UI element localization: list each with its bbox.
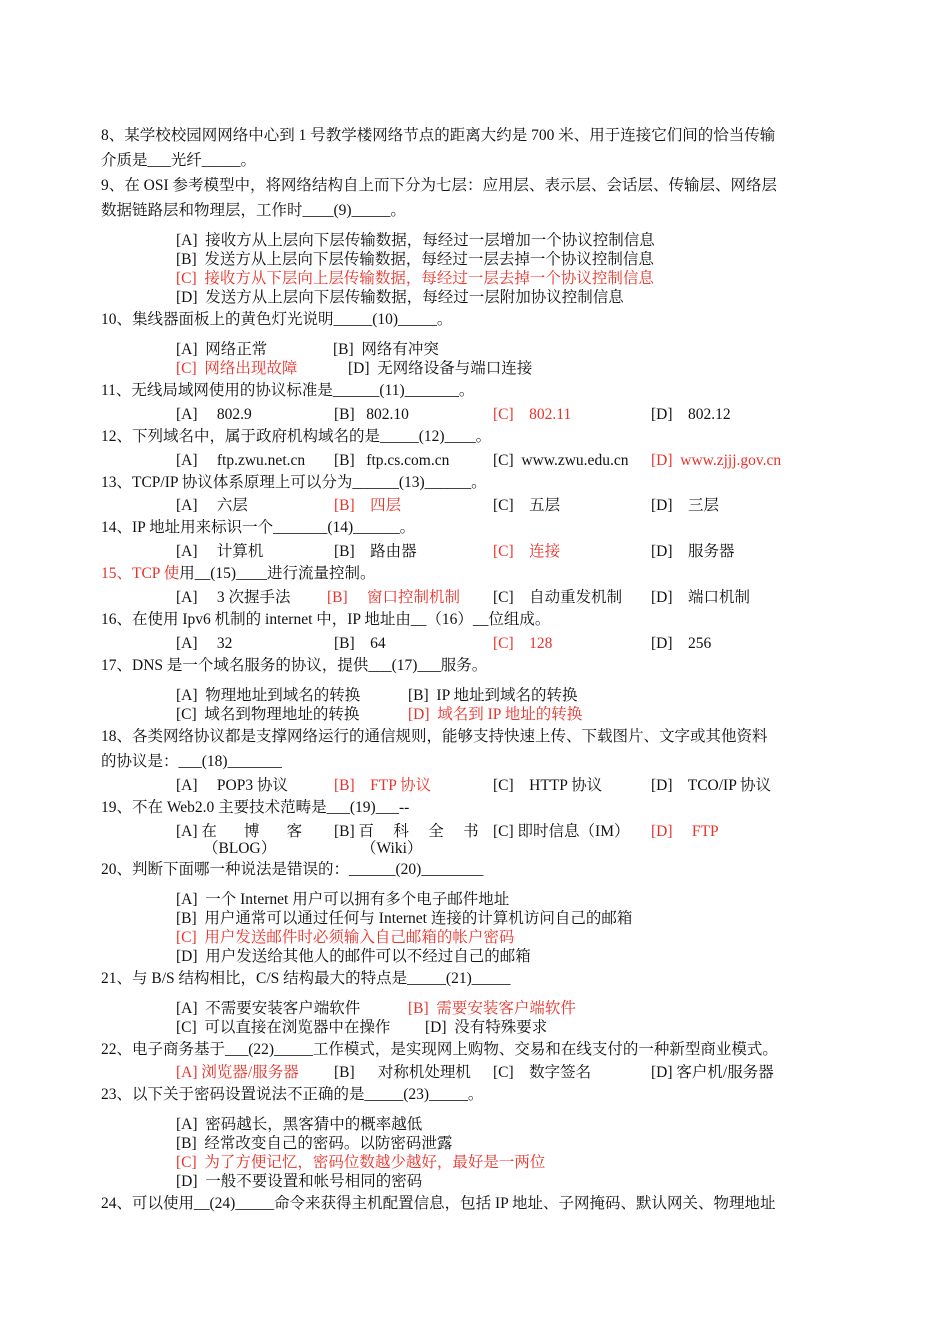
q9-line1: 9、在 OSI 参考模型中，将网络结构自上而下分为七层：应用层、表示层、会话层、传输层、网络层 <box>101 177 777 194</box>
q20-option-d: [D] 用户发送给其他人的邮件可以不经过自己的邮箱 <box>176 948 531 965</box>
q14-option-c: [C] 连接 <box>493 543 561 560</box>
q14-option-b: [B] 路由器 <box>334 543 417 560</box>
q18-option-b: [B] FTP 协议 <box>334 777 432 794</box>
q14-stem: 14、IP 地址用来标识一个_______(14)______。 <box>101 519 416 536</box>
q16-option-c: [C] 128 <box>493 635 553 652</box>
q12-option-c: [C] www.zwu.edu.cn <box>493 452 629 469</box>
q23-option-d: [D] 一般不要设置和帐号相同的密码 <box>176 1173 423 1190</box>
q24-line1: 24、可以使用__(24)_____命令来获得主机配置信息，包括 IP 地址、子网掩码、默认网关、物理地址 <box>101 1195 776 1212</box>
q18-option-c: [C] HTTP 协议 <box>493 777 603 794</box>
q8-line1: 8、某学校校园网网络中心到 1 号教学楼网络节点的距离大约是 700 米、用于连接它们间的恰当传输 <box>101 127 776 144</box>
q16-option-d: [D] 256 <box>651 635 712 652</box>
q17-option-d: [D] 域名到 IP 地址的转换 <box>408 706 583 723</box>
q19-stem: 19、不在 Web2.0 主要技术范畴是___(19)___-- <box>101 799 410 816</box>
q12-option-a: [A] ftp.zwu.net.cn <box>176 452 306 469</box>
q15-option-d: [D] 端口机制 <box>651 589 751 606</box>
q23-option-b: [B] 经常改变自己的密码。以防密码泄露 <box>176 1135 453 1152</box>
q17-option-c: [C] 域名到物理地址的转换 <box>176 706 360 723</box>
q23-stem: 23、以下关于密码设置说法不正确的是_____(23)_____。 <box>101 1086 484 1103</box>
q13-stem: 13、TCP/IP 协议体系原理上可以分为______(13)______。 <box>101 474 487 491</box>
q11-option-d: [D] 802.12 <box>651 406 731 423</box>
q9-line2: 数据链路层和物理层，工作时____(9)_____。 <box>101 202 406 219</box>
q20-stem: 20、判断下面哪一种说法是错误的：______(20)________ <box>101 861 484 878</box>
q21-option-c: [C] 可以直接在浏览器中在操作 <box>176 1019 391 1036</box>
q14-option-a: [A] 计算机 <box>176 543 264 560</box>
q22-option-a: [A] 浏览器/服务器 <box>176 1064 299 1081</box>
q9-option-c: [C] 接收方从下层向上层传输数据，每经过一层去掉一个协议控制信息 <box>176 270 654 287</box>
q20-option-c: [C] 用户发送邮件时必须输入自己邮箱的帐户密码 <box>176 929 515 946</box>
q22-stem: 22、电子商务基于___(22)_____工作模式，是实现网上购物、交易和在线支付的一种新型商业模式。 <box>101 1041 778 1058</box>
q11-stem: 11、无线局域网使用的协议标准是______(11)_______。 <box>101 382 475 399</box>
q15-option-a: [A] 3 次握手法 <box>176 589 291 606</box>
q13-option-a: [A] 六层 <box>176 497 248 514</box>
q21-option-d: [D] 没有特殊要求 <box>425 1019 548 1036</box>
q20-option-b: [B] 用户通常可以通过任何与 Internet 连接的计算机访问自己的邮箱 <box>176 910 633 927</box>
q15-stem-rest: 用__(15)____进行流量控制。 <box>179 565 376 582</box>
q13-option-c: [C] 五层 <box>493 497 561 514</box>
q16-stem: 16、在使用 Ipv6 机制的 internet 中，IP 地址由__（16）__位组成。 <box>101 611 551 628</box>
q19-option-a-line1: [A] 在 博 客 <box>176 823 303 840</box>
q16-option-a: [A] 32 <box>176 635 233 652</box>
q15-option-c: [C] 自动重发机制 <box>493 589 623 606</box>
q11-option-a: [A] 802.9 <box>176 406 252 423</box>
q10-option-d: [D] 无网络设备与端口连接 <box>348 360 533 377</box>
q17-option-a: [A] 物理地址到域名的转换 <box>176 687 361 704</box>
q19-option-b-line1: [B] 百 科 全 书 <box>334 823 479 840</box>
q10-option-a: [A] 网络正常 <box>176 341 268 358</box>
q18-line1: 18、各类网络协议都是支撑网络运行的通信规则，能够支持快速上传、下载图片、文字或其他资料 <box>101 728 768 745</box>
q15-option-b: [B] 窗口控制机制 <box>327 589 461 606</box>
q12-option-d: [D] www.zjjj.gov.cn <box>651 452 782 469</box>
q22-option-d: [D] 客户机/服务器 <box>651 1064 774 1081</box>
q21-option-b: [B] 需要安装客户端软件 <box>408 1000 576 1017</box>
q11-option-b: [B] 802.10 <box>334 406 409 423</box>
q10-option-c: [C] 网络出现故障 <box>176 360 298 377</box>
q13-option-d: [D] 三层 <box>651 497 720 514</box>
q10-option-b: [B] 网络有冲突 <box>333 341 439 358</box>
q14-option-d: [D] 服务器 <box>651 543 735 560</box>
q17-option-b: [B] IP 地址到域名的转换 <box>408 687 578 704</box>
q17-stem: 17、DNS 是一个域名服务的协议，提供___(17)___服务。 <box>101 657 488 674</box>
q15-stem-prefix: 15、TCP 使 <box>101 565 180 582</box>
q15-stem <box>101 565 376 583</box>
q23-option-c: [C] 为了方便记忆，密码位数越少越好，最好是一两位 <box>176 1154 546 1171</box>
q22-option-c: [C] 数字签名 <box>493 1064 592 1081</box>
q18-option-d: [D] TCO/IP 协议 <box>651 777 772 794</box>
q9-option-d: [D] 发送方从上层向下层传输数据，每经过一层附加协议控制信息 <box>176 289 624 306</box>
q12-stem: 12、下列域名中，属于政府机构域名的是_____(12)____。 <box>101 428 492 445</box>
q21-stem: 21、与 B/S 结构相比，C/S 结构最大的特点是_____(21)_____ <box>101 970 511 987</box>
q10-stem: 10、集线器面板上的黄色灯光说明_____(10)_____。 <box>101 311 453 328</box>
q18-line2: 的协议是：___(18)_______ <box>101 753 282 770</box>
q8-line2: 介质是___光纤_____。 <box>101 152 257 169</box>
q12-option-b: [B] ftp.cs.com.cn <box>334 452 450 469</box>
q18-option-a: [A] POP3 协议 <box>176 777 288 794</box>
q20-option-a: [A] 一个 Internet 用户可以拥有多个电子邮件地址 <box>176 891 510 908</box>
q19-option-c: [C] 即时信息（IM） <box>493 823 630 840</box>
q19-option-d: [D] FTP <box>651 823 719 840</box>
q11-option-c: [C] 802.11 <box>493 406 572 423</box>
q22-option-b: [B] 对称机处理机 <box>334 1064 471 1081</box>
q9-option-a: [A] 接收方从上层向下层传输数据，每经过一层增加一个协议控制信息 <box>176 232 655 249</box>
q19-option-b-line2: （Wiki） <box>361 840 423 857</box>
q19-option-a-line2: （BLOG） <box>203 840 277 857</box>
q9-option-b: [B] 发送方从上层向下层传输数据，每经过一层去掉一个协议控制信息 <box>176 251 654 268</box>
q23-option-a: [A] 密码越长，黑客猜中的概率越低 <box>176 1116 423 1133</box>
q16-option-b: [B] 64 <box>334 635 386 652</box>
q13-option-b: [B] 四层 <box>334 497 402 514</box>
q21-option-a: [A] 不需要安装客户端软件 <box>176 1000 361 1017</box>
